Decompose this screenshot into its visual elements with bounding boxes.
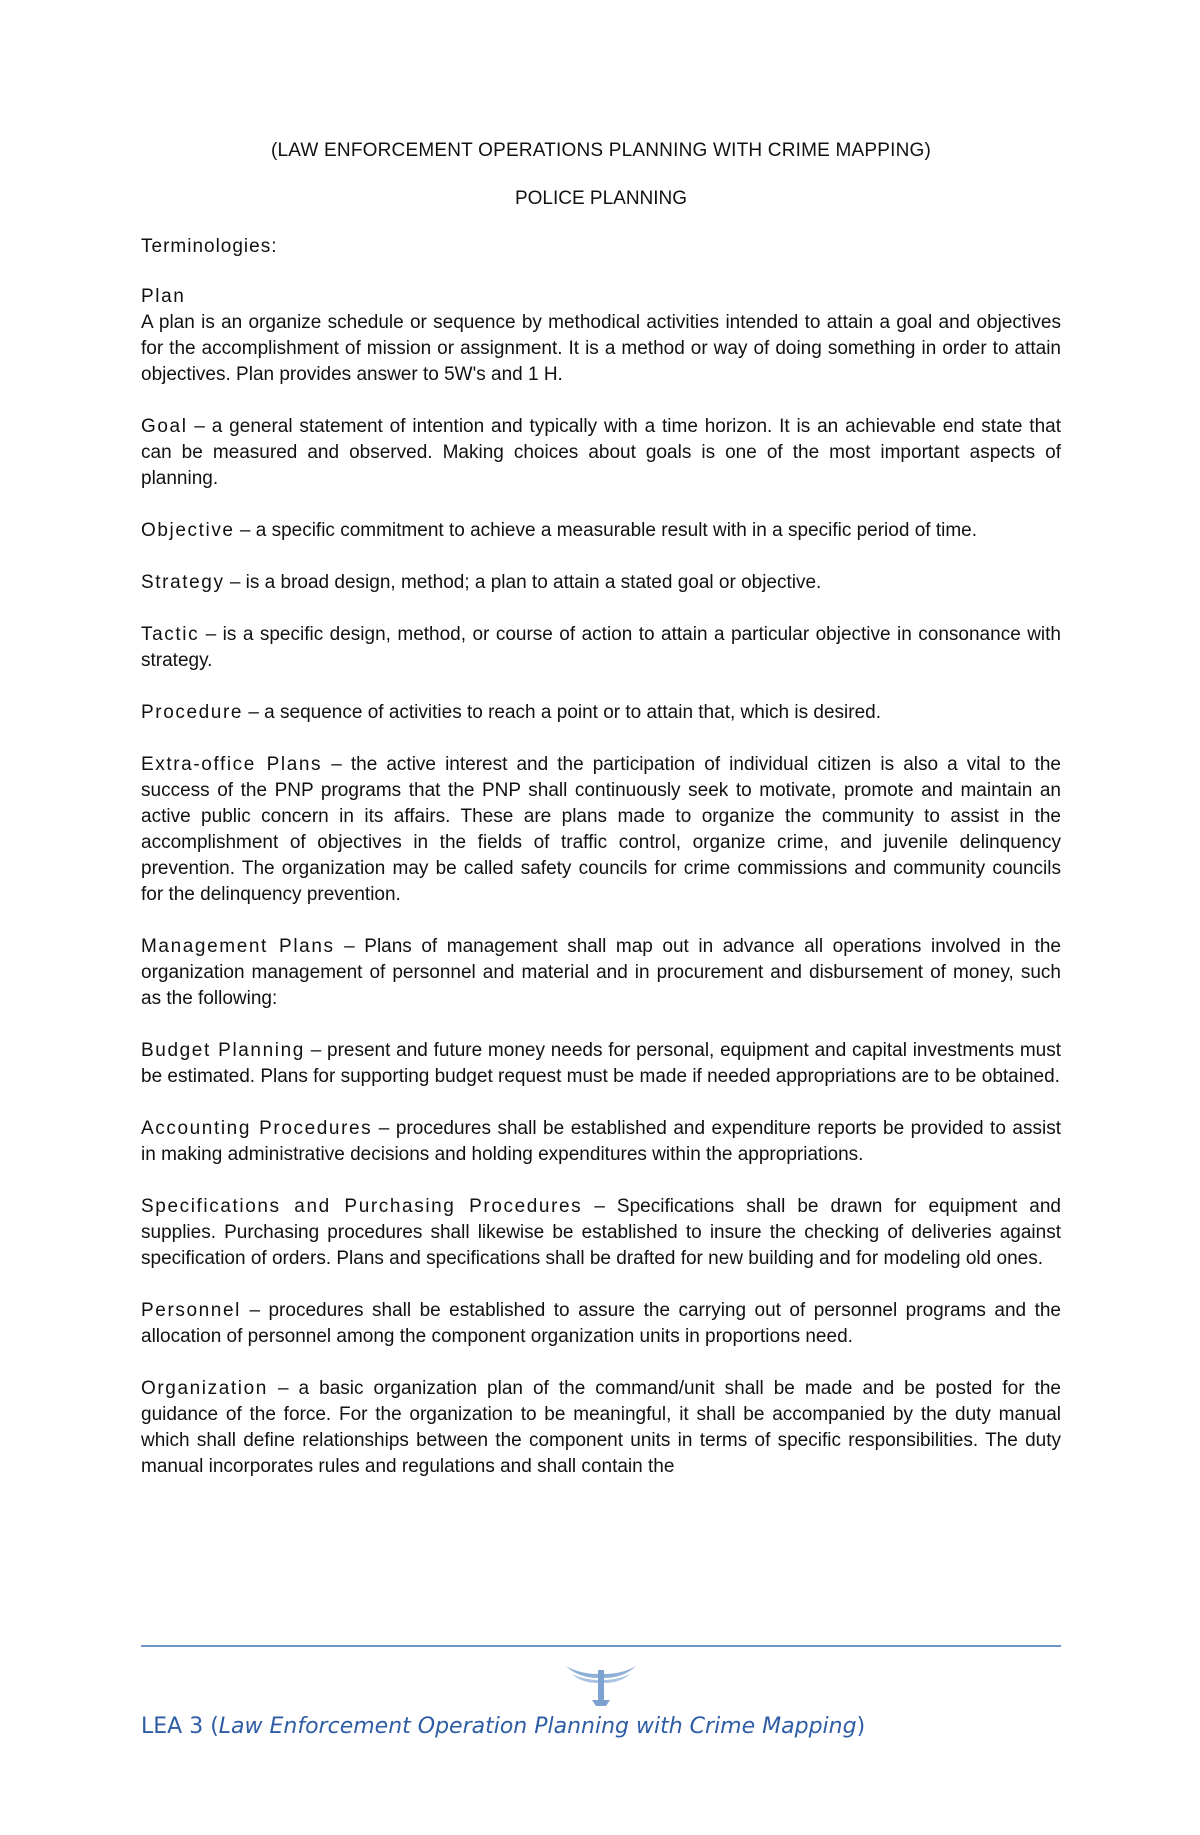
term-definition: – present and future money needs for personal, equipment and capital investments must be estimated. Plans for supporting budget request must be made if needed appropriations are to be obtained. xyxy=(141,1040,1061,1087)
term-label: Tactic xyxy=(141,624,200,645)
footer-close-paren: ) xyxy=(856,1714,866,1739)
term-label: Management Plans xyxy=(141,936,335,957)
entry-specifications-purchasing xyxy=(141,1194,1061,1272)
footer-course-label xyxy=(141,1712,1061,1742)
entry-strategy xyxy=(141,570,1061,596)
document-title: (LAW ENFORCEMENT OPERATIONS PLANNING WITH CRIME MAPPING) xyxy=(270,140,932,161)
term-label: Accounting Procedures xyxy=(141,1118,373,1139)
term-label: Personnel xyxy=(141,1300,241,1321)
winged-emblem-icon xyxy=(564,1662,638,1712)
term-label: Plan xyxy=(141,286,186,307)
entry-objective xyxy=(141,518,1061,544)
terminologies-heading: Terminologies: xyxy=(141,236,278,257)
entry-budget-planning xyxy=(141,1038,1061,1090)
term-definition: – is a broad design, method; a plan to attain a stated goal or objective. xyxy=(224,572,822,593)
term-definition: – procedures shall be established to assure the carrying out of personnel programs and the allocation of personnel among the component organization units in proportions need. xyxy=(141,1300,1061,1347)
term-definition: – a specific commitment to achieve a measurable result with in a specific period of time. xyxy=(234,520,977,541)
term-label: Specifications and Purchasing Procedures xyxy=(141,1196,583,1217)
document-body xyxy=(141,138,1061,1506)
entry-goal xyxy=(141,414,1061,492)
footer-course-code: LEA 3 ( xyxy=(141,1714,219,1739)
entry-extra-office-plans xyxy=(141,752,1061,908)
term-definition: A plan is an organize schedule or sequence by methodical activities intended to attain a goal and objectives for the accomplishment of mission or assignment. It is a method or way of doing something in order to attain objectives. Plan provides answer to 5W's and 1 H. xyxy=(141,312,1061,385)
footer-course-title: Law Enforcement Operation Planning with Crime Mapping xyxy=(218,1714,857,1739)
entry-organization xyxy=(141,1376,1061,1480)
entry-procedure xyxy=(141,700,1061,726)
term-definition: – Specifications shall be drawn for equipment and supplies. Purchasing procedures shall likewise be established to insure the checking of deliveries against specification of orders. Plans and specifications shall be drafted for new building and for modeling old ones. xyxy=(141,1196,1061,1269)
term-label: Procedure xyxy=(141,702,244,723)
entry-accounting-procedures xyxy=(141,1116,1061,1168)
term-label: Budget Planning xyxy=(141,1040,305,1061)
term-label: Extra-office Plans xyxy=(141,754,323,775)
term-definition: – Plans of management shall map out in advance all operations involved in the organization management of personnel and material and in procurement and disbursement of money, such as the following: xyxy=(141,936,1061,1009)
entry-management-plans xyxy=(141,934,1061,1012)
footer-divider xyxy=(141,1645,1061,1647)
term-definition: – a general statement of intention and typically with a time horizon. It is an achievable end state that can be measured and observed. Making choices about goals is one of the most important aspects of planning. xyxy=(141,416,1061,489)
document-subtitle: POLICE PLANNING xyxy=(514,188,688,209)
term-label: Goal xyxy=(141,416,188,437)
entry-personnel xyxy=(141,1298,1061,1350)
entry-tactic xyxy=(141,622,1061,674)
term-definition: – procedures shall be established and expenditure reports be provided to assist in making administrative decisions and holding expenditures within the appropriations. xyxy=(141,1118,1061,1165)
term-label: Organization xyxy=(141,1378,268,1399)
term-definition: – a sequence of activities to reach a point or to attain that, which is desired. xyxy=(243,702,881,723)
term-definition: – a basic organization plan of the command/unit shall be made and be posted for the guidance of the force. For the organization to be meaningful, it shall be accompanied by the duty manual which shall define relationships between the component units in terms of specific responsibilities. The duty manual incorporates rules and regulations and shall contain the xyxy=(141,1378,1061,1477)
term-label: Strategy xyxy=(141,572,225,593)
term-label: Objective xyxy=(141,520,235,541)
term-definition: – is a specific design, method, or course of action to attain a particular objective in consonance with strategy. xyxy=(141,624,1061,671)
entry-plan xyxy=(141,284,1061,388)
term-definition: – the active interest and the participation of individual citizen is also a vital to the success of the PNP programs that the PNP shall continuously seek to motivate, promote and maintain an active public concern in its affairs. These are plans made to organize the community to assist in the accomplishment of objectives in the fields of traffic control, organize crime, and juvenile delinquency prevention. The organization may be called safety councils for crime commissions and community councils for the delinquency prevention. xyxy=(141,754,1061,905)
